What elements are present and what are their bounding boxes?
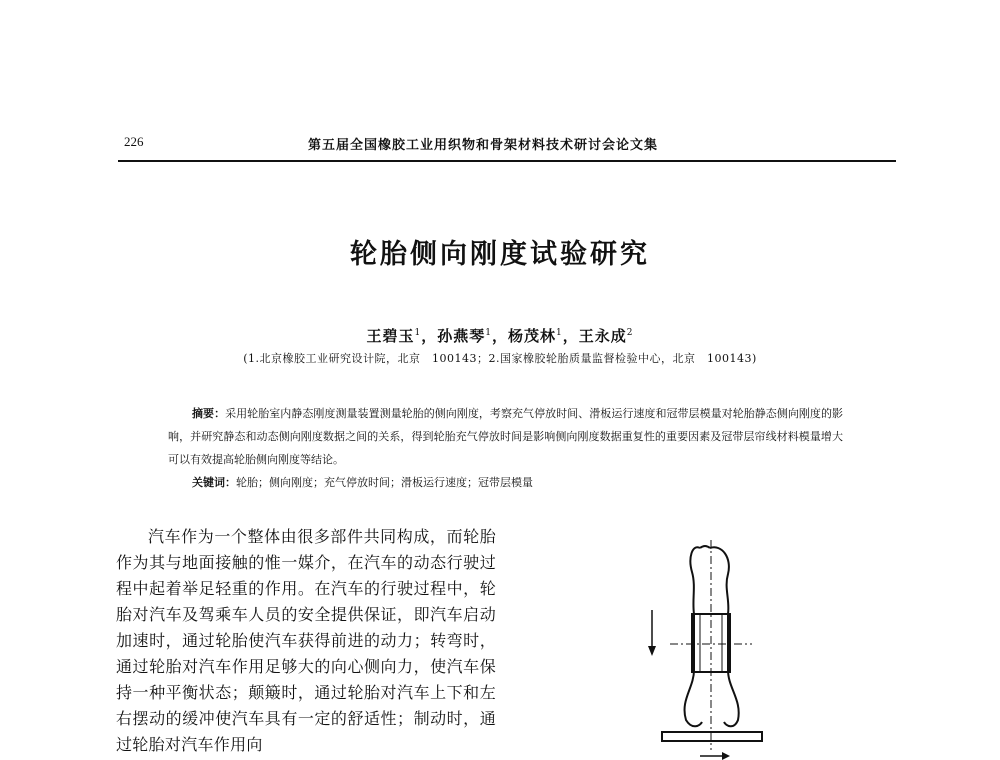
author-separator: ， xyxy=(421,327,438,345)
keywords-text: 轮胎；侧向刚度；充气停放时间；滑板运行速度；冠带层模量 xyxy=(236,476,533,489)
author-separator: ， xyxy=(562,327,579,345)
affiliation: (1.北京橡胶工业研究设计院，北京 100143；2.国家橡胶轮胎质量监督检验中心，北京 100143) xyxy=(243,352,757,365)
tire-outline-right xyxy=(710,547,739,726)
tire-test-diagram xyxy=(640,530,790,760)
load-arrow-head xyxy=(648,646,656,656)
tire-cross-section-drawing xyxy=(640,530,790,760)
tire-outline-left xyxy=(685,547,702,726)
author-affiliation-mark: 2 xyxy=(626,328,634,338)
abstract-label: 摘要： xyxy=(192,407,226,420)
sliding-plate xyxy=(662,732,762,741)
author-name: 王碧玉 xyxy=(366,327,415,345)
author-affiliation-mark: 1 xyxy=(485,328,492,338)
page-number: 226 xyxy=(124,134,144,149)
running-head: 第五届全国橡胶工业用织物和骨架材料技术研讨会论文集 xyxy=(308,138,659,153)
author-list xyxy=(0,325,1000,346)
author-name: 孙燕琴 xyxy=(437,327,486,345)
page-header xyxy=(118,134,896,154)
author-name: 杨茂林 xyxy=(508,327,557,345)
abstract xyxy=(168,402,843,471)
paper-title: 轮胎侧向刚度试验研究 xyxy=(350,239,650,270)
body-paragraph: 汽车作为一个整体由很多部件共同构成，而轮胎作为其与地面接触的惟一媒介，在汽车的动态行驶过程中起着举足轻重的作用。在汽车的行驶过程中，轮胎对汽车及驾乘车人员的安全提供保证，即汽车启动加速时，通过轮胎使汽车获得前进的动力；转弯时，通过轮胎对汽车作用足够大的向心侧向力，使汽车保持一种平衡状态；颠簸时，通过轮胎对汽车上下和左右摆动的缓冲使汽车具有一定的舒适性；制动时，通过轮胎对汽车作用向 xyxy=(116,527,496,754)
plate-motion-arrow-head xyxy=(722,752,730,760)
header-rule xyxy=(118,160,896,162)
author-separator: ， xyxy=(491,327,508,345)
author-affiliation-mark: 1 xyxy=(414,328,422,338)
tire-crown xyxy=(700,546,710,548)
keywords-label: 关键词： xyxy=(192,476,236,489)
body-text xyxy=(116,524,496,758)
author-name: 王永成 xyxy=(578,327,627,345)
keywords xyxy=(192,474,842,490)
abstract-text: 采用轮胎室内静态刚度测量装置测量轮胎的侧向刚度，考察充气停放时间、滑板运行速度和冠带层模量对轮胎静态侧向刚度的影响，并研究静态和动态侧向刚度数据之间的关系，得到轮胎充气停放时间是影响侧向刚度数据重复性的重要因素及冠带层帘线材料模量增大可以有效提高轮胎侧向刚度等结论。 xyxy=(168,407,844,466)
author-affiliation-mark: 1 xyxy=(556,328,563,338)
